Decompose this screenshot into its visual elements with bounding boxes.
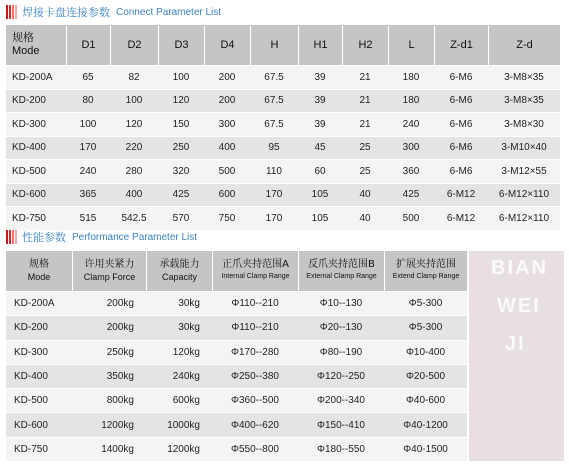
model-cell: KD-400 (6, 364, 72, 388)
internal-clamp-range-header (212, 251, 298, 291)
header-cn: 反爪夹持范围B (308, 259, 375, 270)
table-cell: Φ360--500 (212, 388, 298, 412)
table-cell: 425 (158, 183, 204, 207)
table-cell: 100 (66, 112, 110, 136)
table-cell: 39 (298, 112, 342, 136)
table-cell: 100 (158, 65, 204, 89)
table-cell: 320 (158, 159, 204, 183)
external-clamp-range-header (298, 251, 384, 291)
column-header: Z-d (488, 25, 560, 65)
table-cell: 110 (250, 159, 298, 183)
table-cell: 515 (66, 206, 110, 230)
table-cell: 1200kg (146, 437, 212, 461)
column-header: D1 (66, 25, 110, 65)
header-cn: 扩展夹持范围 (396, 259, 456, 270)
table-cell: 400 (110, 183, 158, 207)
table-cell: Φ20--130 (298, 315, 384, 339)
table-cell: 25 (342, 159, 388, 183)
table-cell: 600 (204, 183, 250, 207)
table-cell: 3-M10×40 (488, 136, 560, 160)
table-cell: 60 (298, 159, 342, 183)
table-cell: 120kg (146, 340, 212, 364)
capacity-header (146, 251, 212, 291)
column-header: D3 (158, 25, 204, 65)
table-cell: 350kg (72, 364, 146, 388)
table-row (6, 412, 467, 436)
table-cell: Φ80--190 (298, 340, 384, 364)
table-cell: 1200kg (72, 412, 146, 436)
table-cell: 100 (110, 89, 158, 113)
table-cell: 250kg (72, 340, 146, 364)
table-cell: 6-M6 (434, 159, 488, 183)
table-cell: 360 (388, 159, 434, 183)
table-cell: 21 (342, 112, 388, 136)
table-cell: 1000kg (146, 412, 212, 436)
table-cell: 45 (298, 136, 342, 160)
table-cell: Φ180--550 (298, 437, 384, 461)
column-header: H1 (298, 25, 342, 65)
table-cell: 400 (204, 136, 250, 160)
table-cell: 500 (204, 159, 250, 183)
table-cell: 6-M12 (434, 183, 488, 207)
table-cell: Φ10-400 (384, 340, 467, 364)
header-cn: 许用夹紧力 (84, 259, 135, 270)
table-cell: 21 (342, 89, 388, 113)
table-cell: 30kg (146, 291, 212, 315)
table-cell: 82 (110, 65, 158, 89)
table-cell: 6-M12×110 (488, 206, 560, 230)
table-cell: 280 (110, 159, 158, 183)
table-cell: 300 (388, 136, 434, 160)
column-header: L (388, 25, 434, 65)
table-cell: 67.5 (250, 89, 298, 113)
table-cell: Φ400--620 (212, 412, 298, 436)
table-cell: 240kg (146, 364, 212, 388)
header-en: Clamp Force (83, 272, 136, 282)
model-cell: KD-600 (6, 412, 72, 436)
table-cell: 40 (342, 206, 388, 230)
table-cell: Φ200--340 (298, 388, 384, 412)
table-cell: 425 (388, 183, 434, 207)
table-header-row (6, 251, 467, 291)
table-cell: 300 (204, 112, 250, 136)
table-cell: Φ10--130 (298, 291, 384, 315)
table-cell: Φ20-500 (384, 364, 467, 388)
performance-section-header (6, 229, 197, 245)
model-cell: KD-600 (6, 183, 66, 207)
table-cell: Φ120--250 (298, 364, 384, 388)
table-cell: 150 (158, 112, 204, 136)
table-cell: 220 (110, 136, 158, 160)
column-header: Z-d1 (434, 25, 488, 65)
performance-parameter-table (6, 251, 467, 461)
model-cell: KD-200A (6, 65, 66, 89)
table-cell: 67.5 (250, 65, 298, 89)
header-cn: 承载能力 (159, 259, 200, 270)
section-bars-icon (6, 5, 17, 19)
table-row (6, 206, 560, 230)
table-row (6, 364, 467, 388)
table-row (6, 437, 467, 461)
connect-title-en: Connect Parameter List (116, 6, 222, 18)
model-cell: KD-200 (6, 315, 72, 339)
table-cell: 65 (66, 65, 110, 89)
column-header: D2 (110, 25, 158, 65)
table-cell: 67.5 (250, 112, 298, 136)
table-cell: 180 (388, 65, 434, 89)
performance-title-cn: 性能参数 (22, 231, 66, 244)
table-cell: Φ40-600 (384, 388, 467, 412)
table-header-row (6, 25, 560, 65)
connect-section-header (6, 4, 221, 20)
table-cell: Φ40-1200 (384, 412, 467, 436)
clamp-force-header (72, 251, 146, 291)
model-header (6, 25, 66, 65)
table-cell: 30kg (146, 315, 212, 339)
table-row (6, 65, 560, 89)
table-cell: 1400kg (72, 437, 146, 461)
table-cell: 542.5 (110, 206, 158, 230)
model-header-cn: 规格 (12, 32, 34, 44)
table-cell: Φ110--210 (212, 291, 298, 315)
table-cell: 6-M12 (434, 206, 488, 230)
table-cell: 570 (158, 206, 204, 230)
table-row (6, 340, 467, 364)
table-cell: Φ40-1500 (384, 437, 467, 461)
table-cell: 240 (66, 159, 110, 183)
table-cell: 21 (342, 65, 388, 89)
performance-title-en: Performance Parameter List (72, 231, 198, 243)
model-cell: KD-200 (6, 89, 66, 113)
header-cn: 正爪夹持范围A (222, 259, 289, 270)
watermark-panel (469, 251, 564, 461)
table-cell: 3-M8×35 (488, 65, 560, 89)
table-row (6, 89, 560, 113)
table-cell: Φ5-300 (384, 315, 467, 339)
column-header: H2 (342, 25, 388, 65)
header-en: Capacity (161, 272, 197, 282)
table-cell: 120 (158, 89, 204, 113)
table-cell: 105 (298, 206, 342, 230)
table-cell: 6-M12×110 (488, 183, 560, 207)
header-en: Extend Clamp Range (392, 273, 460, 280)
model-cell: KD-400 (6, 136, 66, 160)
header-cn: 规格 (29, 259, 49, 270)
table-cell: 500 (388, 206, 434, 230)
table-cell: 40 (342, 183, 388, 207)
connect-parameter-table (6, 25, 560, 230)
table-cell: 105 (298, 183, 342, 207)
table-cell: Φ250--380 (212, 364, 298, 388)
table-cell: 750 (204, 206, 250, 230)
table-cell: 25 (342, 136, 388, 160)
table-cell: 39 (298, 65, 342, 89)
table-cell: 365 (66, 183, 110, 207)
model-cell: KD-200A (6, 291, 72, 315)
table-cell: 3-M8×30 (488, 112, 560, 136)
table-cell: 250 (158, 136, 204, 160)
table-cell: 6-M6 (434, 112, 488, 136)
table-cell: 120 (110, 112, 158, 136)
table-cell: 800kg (72, 388, 146, 412)
table-cell: 6-M6 (434, 65, 488, 89)
table-cell: 200kg (72, 291, 146, 315)
header-en: Internal Clamp Range (221, 273, 290, 280)
table-cell: 80 (66, 89, 110, 113)
column-header: H (250, 25, 298, 65)
model-cell: KD-750 (6, 206, 66, 230)
section-bars-icon (6, 230, 17, 244)
model-header (6, 251, 72, 291)
header-en: External Clamp Range (306, 273, 377, 280)
table-cell: 95 (250, 136, 298, 160)
model-cell: KD-500 (6, 159, 66, 183)
table-cell: 180 (388, 89, 434, 113)
table-cell: 200kg (72, 315, 146, 339)
table-cell: Φ170--280 (212, 340, 298, 364)
table-row (6, 315, 467, 339)
table-cell: Φ150--410 (298, 412, 384, 436)
table-cell: 170 (250, 206, 298, 230)
model-cell: KD-750 (6, 437, 72, 461)
header-en: Mode (27, 272, 51, 282)
table-cell: Φ5-300 (384, 291, 467, 315)
watermark-text: BIAN (491, 257, 548, 279)
connect-title-cn: 焊接卡盘连接参数 (22, 6, 110, 19)
table-row (6, 291, 467, 315)
table-cell: 3-M8×35 (488, 89, 560, 113)
table-cell: 39 (298, 89, 342, 113)
table-cell: 6-M6 (434, 136, 488, 160)
table-row (6, 136, 560, 160)
table-cell: 200 (204, 65, 250, 89)
table-cell: Φ550--800 (212, 437, 298, 461)
extend-clamp-range-header (384, 251, 467, 291)
table-cell: 240 (388, 112, 434, 136)
table-cell: 3-M12×55 (488, 159, 560, 183)
table-row (6, 112, 560, 136)
table-cell: 170 (66, 136, 110, 160)
model-header-en: Mode (12, 45, 40, 57)
model-cell: KD-500 (6, 388, 72, 412)
watermark-text: JI (505, 333, 526, 355)
watermark-text: WEI (497, 295, 541, 317)
table-cell: 170 (250, 183, 298, 207)
model-cell: KD-300 (6, 340, 72, 364)
table-cell: 200 (204, 89, 250, 113)
table-row (6, 388, 467, 412)
table-row (6, 159, 560, 183)
table-cell: 6-M6 (434, 89, 488, 113)
model-cell: KD-300 (6, 112, 66, 136)
table-cell: Φ110--210 (212, 315, 298, 339)
table-cell: 600kg (146, 388, 212, 412)
column-header: D4 (204, 25, 250, 65)
table-row (6, 183, 560, 207)
